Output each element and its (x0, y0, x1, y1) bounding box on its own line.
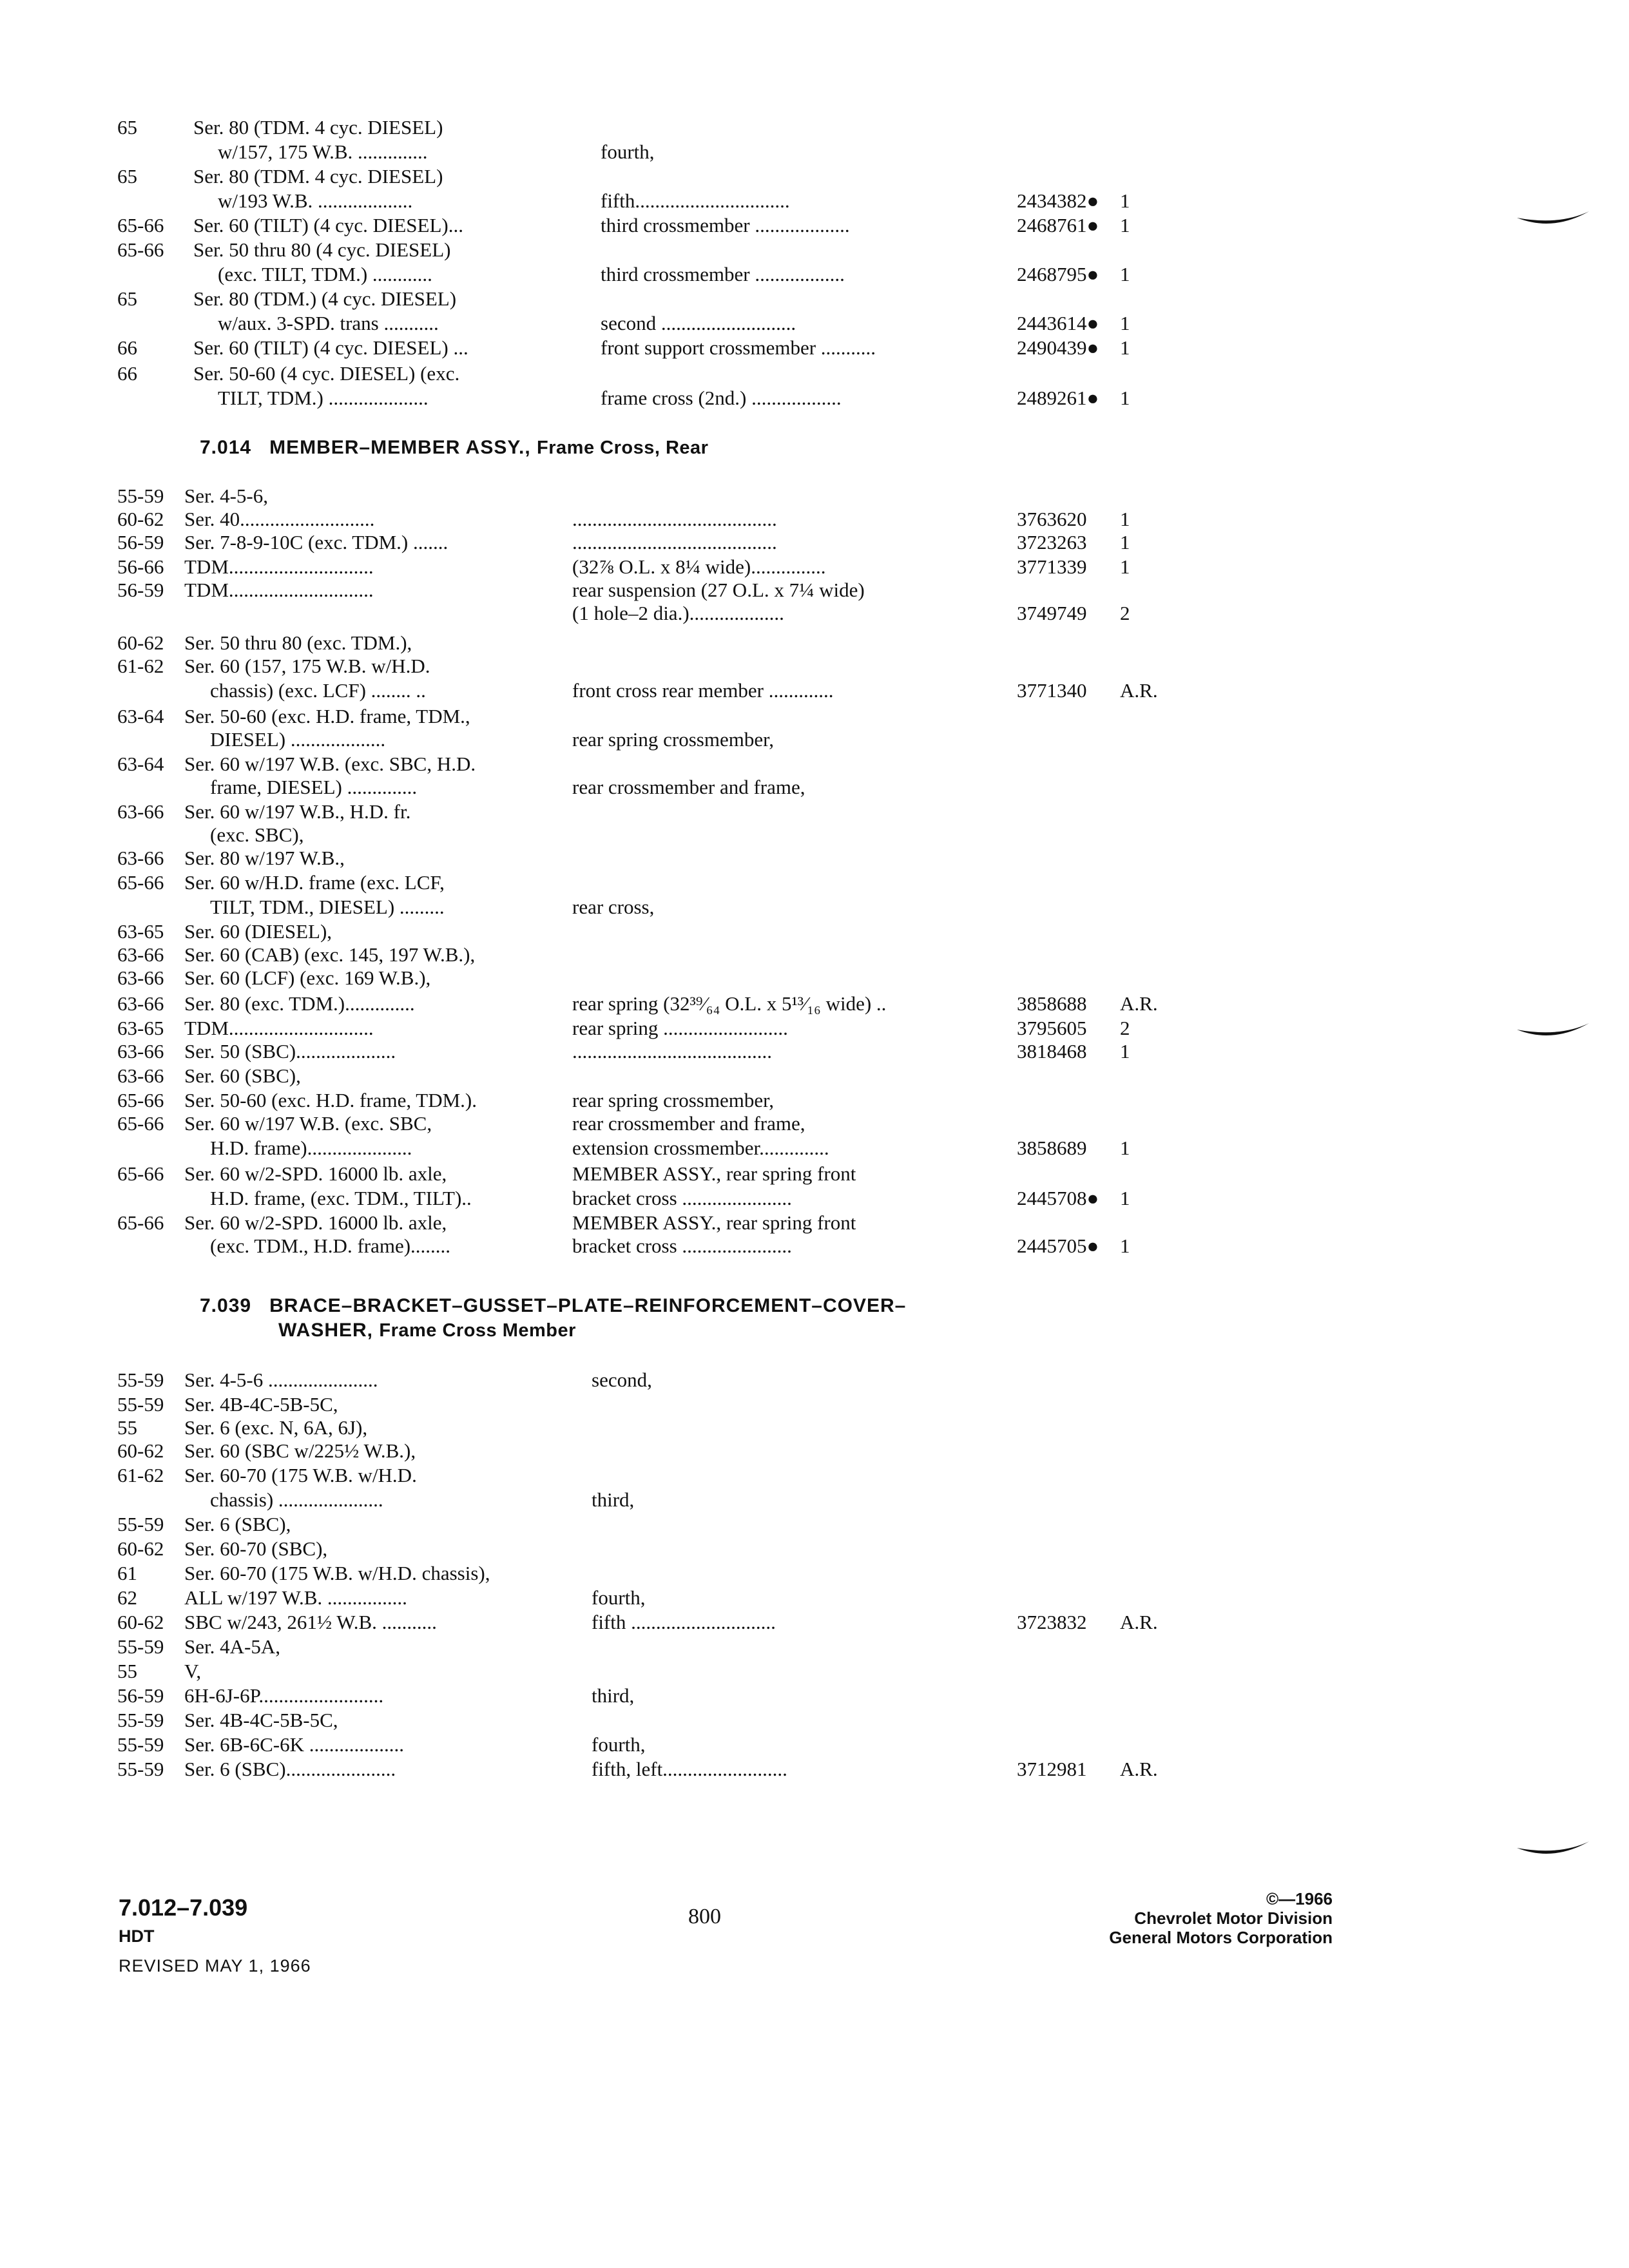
description-cell: (1 hole–2 dia.)................... (572, 602, 784, 624)
year-cell: 65-66 (117, 871, 164, 894)
application-cell: Ser. 80 w/197 W.B., (184, 847, 345, 869)
application-cell: Ser. 60 (157, 175 W.B. w/H.D. (184, 655, 430, 677)
description-cell: rear crossmember and frame, (572, 1112, 805, 1135)
year-cell: 63-66 (117, 943, 164, 966)
section-title: BRACE–BRACKET–GUSSET–PLATE–REINFORCEMENT–COVER– (269, 1295, 907, 1316)
year-cell: 55 (117, 1416, 137, 1439)
application-cell: Ser. 60 w/197 W.B. (exc. SBC, H.D. (184, 753, 476, 775)
quantity-cell: 2 (1120, 602, 1130, 624)
quantity-cell: 1 (1120, 387, 1130, 409)
description-cell: front support crossmember ........... (601, 336, 876, 359)
application-cell: Ser. 6 (exc. N, 6A, 6J), (184, 1416, 368, 1439)
part-number-cell: 2489261● (1017, 387, 1099, 409)
quantity-cell: 1 (1120, 1187, 1130, 1209)
description-cell: rear spring ......................... (572, 1017, 788, 1039)
description-cell: fourth, (601, 140, 655, 163)
year-cell: 55-59 (117, 485, 164, 507)
year-cell: 66 (117, 362, 137, 385)
part-number-cell: 3858688 (1017, 992, 1087, 1015)
application-cell: Ser. 60-70 (175 W.B. w/H.D. chassis), (184, 1562, 490, 1584)
description-cell: (32⅞ O.L. x 8¼ wide)............... (572, 555, 826, 578)
description-cell: MEMBER ASSY., rear spring front (572, 1162, 856, 1185)
quantity-cell: 1 (1120, 312, 1130, 334)
description-cell: rear cross, (572, 896, 655, 918)
year-cell: 61-62 (117, 655, 164, 677)
application-cell: Ser. 80 (TDM. 4 cyc. DIESEL) (193, 116, 443, 139)
application-cell: w/193 W.B. ................... (218, 189, 413, 212)
part-number-cell: 3749749 (1017, 602, 1087, 624)
year-cell: 56-59 (117, 1684, 164, 1707)
description-cell: extension crossmember.............. (572, 1137, 829, 1159)
application-cell: (exc. SBC), (210, 823, 304, 846)
year-cell: 56-66 (117, 555, 164, 578)
quantity-cell: 1 (1120, 531, 1130, 553)
application-cell: Ser. 4-5-6, (184, 485, 269, 507)
part-number-cell: 3818468 (1017, 1040, 1087, 1062)
application-cell: w/aux. 3-SPD. trans ........... (218, 312, 439, 334)
application-cell: Ser. 60-70 (SBC), (184, 1537, 328, 1560)
application-cell: (exc. TDM., H.D. frame)........ (210, 1235, 451, 1257)
part-number-cell: 3858689 (1017, 1137, 1087, 1159)
application-cell: Ser. 60 (LCF) (exc. 169 W.B.), (184, 966, 431, 989)
description-cell: fourth, (592, 1586, 646, 1609)
section-subtitle: Frame Cross Member (379, 1320, 576, 1341)
application-cell: ALL w/197 W.B. ................ (184, 1586, 407, 1609)
section-title-cont: WASHER, (278, 1320, 374, 1341)
year-cell: 55-59 (117, 1393, 164, 1416)
quantity-cell: A.R. (1120, 992, 1158, 1015)
footer-range: 7.012–7.039 (119, 1894, 248, 1921)
quantity-cell: 1 (1120, 555, 1130, 578)
description-cell: ........................................ (572, 1040, 772, 1062)
application-cell: Ser. 60 (TILT) (4 cyc. DIESEL)... (193, 214, 463, 236)
application-cell: Ser. 50 (SBC).................... (184, 1040, 396, 1062)
part-number-cell: 2490439● (1017, 336, 1099, 359)
year-cell: 63-65 (117, 1017, 164, 1039)
year-cell: 61 (117, 1562, 137, 1584)
description-cell: fifth ............................. (592, 1611, 776, 1633)
description-cell: bracket cross ...................... (572, 1187, 792, 1209)
year-cell: 65-66 (117, 1112, 164, 1135)
description-cell: rear suspension (27 O.L. x 7¼ wide) (572, 579, 865, 601)
application-cell: TDM............................. (184, 1017, 374, 1039)
description-cell: bracket cross ...................... (572, 1235, 792, 1257)
footer-corporation: General Motors Corporation (1109, 1928, 1333, 1947)
application-cell: 6H-6J-6P......................... (184, 1684, 384, 1707)
year-cell: 65 (117, 287, 137, 310)
quantity-cell: A.R. (1120, 1611, 1158, 1633)
application-cell: Ser. 50-60 (exc. H.D. frame, TDM.). (184, 1089, 477, 1111)
quantity-cell: 1 (1120, 263, 1130, 285)
quantity-cell: 1 (1120, 1040, 1130, 1062)
quantity-cell: 1 (1120, 1137, 1130, 1159)
year-cell: 55-59 (117, 1369, 164, 1391)
application-cell: Ser. 60 (CAB) (exc. 145, 197 W.B.), (184, 943, 476, 966)
application-cell: TILT, TDM., DIESEL) ......... (210, 896, 445, 918)
year-cell: 63-66 (117, 1064, 164, 1087)
part-number-cell: 3771340 (1017, 679, 1087, 702)
year-cell: 63-66 (117, 1040, 164, 1062)
application-cell: Ser. 6 (SBC), (184, 1513, 291, 1535)
application-cell: chassis) ..................... (210, 1488, 383, 1511)
year-cell: 55 (117, 1660, 137, 1682)
year-cell: 55-59 (117, 1513, 164, 1535)
part-number-cell: 2443614● (1017, 312, 1099, 334)
description-cell: frame cross (2nd.) .................. (601, 387, 842, 409)
description-cell: second, (592, 1369, 652, 1391)
quantity-cell: A.R. (1120, 1758, 1158, 1780)
year-cell: 60-62 (117, 508, 164, 530)
application-cell: Ser. 4B-4C-5B-5C, (184, 1709, 338, 1731)
quantity-cell: 1 (1120, 336, 1130, 359)
part-number-cell: 3723263 (1017, 531, 1087, 553)
page-number: 800 (688, 1905, 721, 1928)
section-heading-7-039-line2 (278, 1320, 576, 1341)
year-cell: 55-59 (117, 1635, 164, 1658)
quantity-cell: 1 (1120, 1235, 1130, 1257)
binder-mark-icon (1514, 206, 1592, 232)
year-cell: 63-64 (117, 753, 164, 775)
year-cell: 60-62 (117, 1439, 164, 1462)
description-cell: rear spring crossmember, (572, 728, 774, 751)
year-cell: 65-66 (117, 214, 164, 236)
description-cell: ......................................... (572, 531, 777, 553)
application-cell: Ser. 6 (SBC)...................... (184, 1758, 396, 1780)
part-number-cell: 3723832 (1017, 1611, 1087, 1633)
application-cell: TILT, TDM.) .................... (218, 387, 429, 409)
application-cell: frame, DIESEL) .............. (210, 776, 418, 798)
application-cell: TDM............................. (184, 555, 374, 578)
part-number-cell: 2434382● (1017, 189, 1099, 212)
application-cell: Ser. 60 w/197 W.B. (exc. SBC, (184, 1112, 432, 1135)
application-cell: Ser. 4-5-6 ...................... (184, 1369, 378, 1391)
application-cell: Ser. 50-60 (4 cyc. DIESEL) (exc. (193, 362, 460, 385)
application-cell: Ser. 4A-5A, (184, 1635, 280, 1658)
year-cell: 65-66 (117, 1162, 164, 1185)
application-cell: Ser. 50 thru 80 (4 cyc. DIESEL) (193, 238, 451, 261)
quantity-cell: 2 (1120, 1017, 1130, 1039)
application-cell: SBC w/243, 261½ W.B. ........... (184, 1611, 437, 1633)
part-number-cell: 3712981 (1017, 1758, 1087, 1780)
application-cell: Ser. 6B-6C-6K ................... (184, 1733, 404, 1756)
part-number-cell: 3795605 (1017, 1017, 1087, 1039)
year-cell: 63-66 (117, 800, 164, 823)
application-cell: DIESEL) ................... (210, 728, 386, 751)
quantity-cell: 1 (1120, 214, 1130, 236)
section-title: MEMBER–MEMBER ASSY., (269, 437, 531, 458)
application-cell: Ser. 60 w/2-SPD. 16000 lb. axle, (184, 1211, 447, 1234)
description-cell: fifth............................... (601, 189, 790, 212)
year-cell: 62 (117, 1586, 137, 1609)
binder-mark-icon (1514, 1836, 1592, 1862)
year-cell: 56-59 (117, 579, 164, 601)
year-cell: 63-66 (117, 966, 164, 989)
year-cell: 63-64 (117, 705, 164, 727)
application-cell: Ser. 7-8-9-10C (exc. TDM.) ....... (184, 531, 448, 553)
section-heading-7-039 (200, 1295, 906, 1317)
description-cell: ......................................... (572, 508, 777, 530)
application-cell: (exc. TILT, TDM.) ............ (218, 263, 432, 285)
year-cell: 55-59 (117, 1709, 164, 1731)
part-number-cell: 3771339 (1017, 555, 1087, 578)
year-cell: 56-59 (117, 531, 164, 553)
application-cell: Ser. 40........................... (184, 508, 375, 530)
footer-revised: REVISED MAY 1, 1966 (119, 1956, 311, 1975)
year-cell: 60-62 (117, 631, 164, 654)
description-cell: third, (592, 1684, 635, 1707)
part-number-cell: 2468761● (1017, 214, 1099, 236)
application-cell: Ser. 50 thru 80 (exc. TDM.), (184, 631, 412, 654)
application-cell: Ser. 60 (SBC), (184, 1064, 301, 1087)
application-cell: chassis) (exc. LCF) ........ .. (210, 679, 426, 702)
description-cell: rear spring crossmember, (572, 1089, 774, 1111)
year-cell: 66 (117, 336, 137, 359)
application-cell: Ser. 60 (TILT) (4 cyc. DIESEL) ... (193, 336, 468, 359)
application-cell: TDM............................. (184, 579, 374, 601)
application-cell: w/157, 175 W.B. .............. (218, 140, 428, 163)
year-cell: 65-66 (117, 1089, 164, 1111)
description-cell: MEMBER ASSY., rear spring front (572, 1211, 856, 1234)
application-cell: H.D. frame, (exc. TDM., TILT).. (210, 1187, 472, 1209)
description-cell: second ........................... (601, 312, 796, 334)
application-cell: Ser. 60 w/2-SPD. 16000 lb. axle, (184, 1162, 447, 1185)
year-cell: 61-62 (117, 1464, 164, 1486)
description-cell: fifth, left......................... (592, 1758, 787, 1780)
year-cell: 65 (117, 116, 137, 139)
description-cell: third, (592, 1488, 635, 1511)
footer-hdt: HDT (119, 1927, 155, 1946)
section-number: 7.014 (200, 437, 252, 458)
application-cell: H.D. frame)..................... (210, 1137, 412, 1159)
application-cell: Ser. 60 (SBC w/225½ W.B.), (184, 1439, 416, 1462)
section-number: 7.039 (200, 1295, 252, 1316)
year-cell: 63-66 (117, 992, 164, 1015)
application-cell: V, (184, 1660, 202, 1682)
description-cell: rear spring (32³⁹⁄₆₄ O.L. x 5¹³⁄₁₆ wide) .. (572, 992, 887, 1015)
description-cell: third crossmember ................... (601, 214, 850, 236)
description-cell: third crossmember .................. (601, 263, 845, 285)
part-number-cell: 2445708● (1017, 1187, 1099, 1209)
year-cell: 55-59 (117, 1733, 164, 1756)
section-subtitle: Frame Cross, Rear (537, 437, 709, 458)
application-cell: Ser. 60 w/H.D. frame (exc. LCF, (184, 871, 445, 894)
year-cell: 55-59 (117, 1758, 164, 1780)
quantity-cell: 1 (1120, 508, 1130, 530)
quantity-cell: A.R. (1120, 679, 1158, 702)
description-cell: front cross rear member ............. (572, 679, 834, 702)
year-cell: 65-66 (117, 1211, 164, 1234)
footer-copyright: ©—1966 (1266, 1889, 1333, 1908)
application-cell: Ser. 4B-4C-5B-5C, (184, 1393, 338, 1416)
quantity-cell: 1 (1120, 189, 1130, 212)
part-number-cell: 2445705● (1017, 1235, 1099, 1257)
application-cell: Ser. 60 w/197 W.B., H.D. fr. (184, 800, 411, 823)
application-cell: Ser. 50-60 (exc. H.D. frame, TDM., (184, 705, 470, 727)
description-cell: fourth, (592, 1733, 646, 1756)
year-cell: 63-66 (117, 847, 164, 869)
section-heading-7-014 (200, 437, 708, 459)
year-cell: 63-65 (117, 920, 164, 943)
part-number-cell: 3763620 (1017, 508, 1087, 530)
application-cell: Ser. 60-70 (175 W.B. w/H.D. (184, 1464, 417, 1486)
application-cell: Ser. 80 (exc. TDM.).............. (184, 992, 415, 1015)
footer-division: Chevrolet Motor Division (1134, 1908, 1333, 1928)
year-cell: 60-62 (117, 1537, 164, 1560)
description-cell: rear crossmember and frame, (572, 776, 805, 798)
year-cell: 65-66 (117, 238, 164, 261)
part-number-cell: 2468795● (1017, 263, 1099, 285)
application-cell: Ser. 80 (TDM.) (4 cyc. DIESEL) (193, 287, 457, 310)
application-cell: Ser. 80 (TDM. 4 cyc. DIESEL) (193, 165, 443, 187)
binder-mark-icon (1514, 1018, 1592, 1044)
application-cell: Ser. 60 (DIESEL), (184, 920, 333, 943)
year-cell: 65 (117, 165, 137, 187)
year-cell: 60-62 (117, 1611, 164, 1633)
